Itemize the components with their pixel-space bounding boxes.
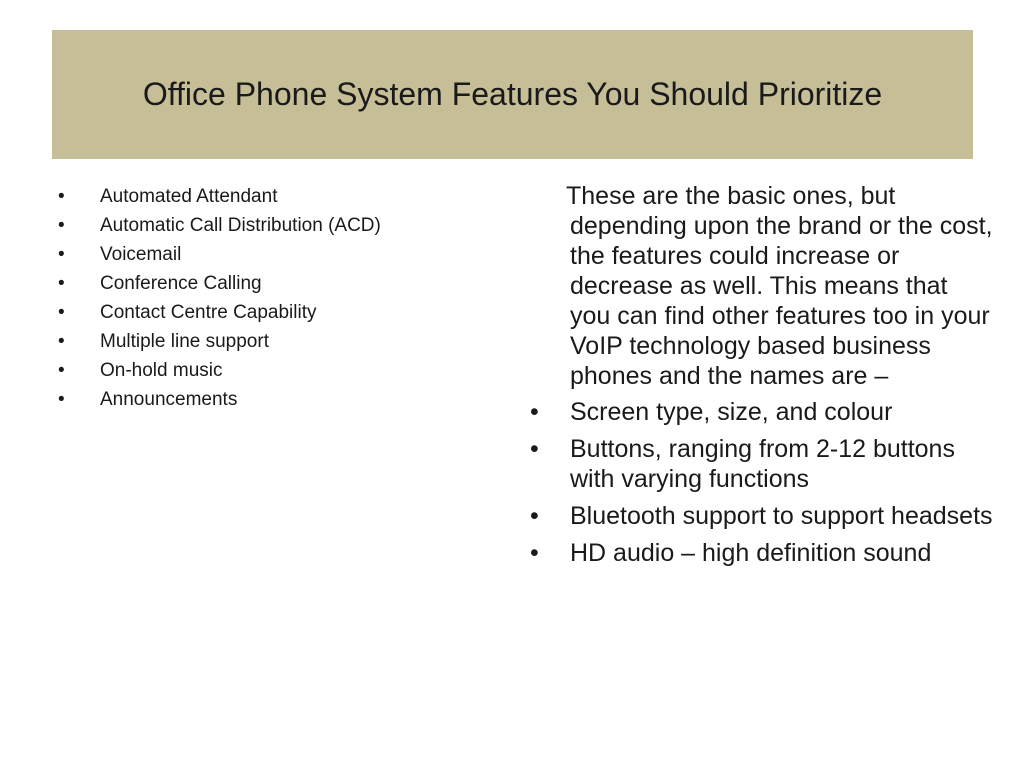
bullet-icon: • [58, 302, 65, 323]
right-feature-list [524, 397, 994, 568]
list-item [524, 538, 994, 568]
bullet-icon: • [530, 539, 539, 567]
list-item [58, 385, 498, 414]
bullet-icon: • [530, 435, 539, 463]
bullet-icon: • [58, 186, 65, 207]
list-item [58, 240, 498, 269]
list-item-text: Announcements [100, 389, 238, 410]
bullet-icon: • [58, 215, 65, 236]
list-item-text: Buttons, ranging from 2-12 buttons with varying functions [570, 435, 955, 493]
list-item [524, 397, 994, 427]
title-band [52, 30, 973, 159]
right-column [524, 181, 994, 575]
bullet-icon: • [530, 502, 539, 530]
list-item [58, 298, 498, 327]
list-item-text: Automated Attendant [100, 186, 278, 207]
bullet-icon: • [58, 331, 65, 352]
bullet-icon: • [58, 273, 65, 294]
slide-title: Office Phone System Features You Should Prioritize [142, 76, 883, 112]
list-item-text: Conference Calling [100, 273, 262, 294]
list-item-text: Bluetooth support to support headsets [570, 502, 993, 530]
left-feature-list [58, 182, 498, 414]
list-item-text: Contact Centre Capability [100, 302, 317, 323]
bullet-icon: • [530, 398, 539, 426]
list-item [58, 211, 498, 240]
intro-paragraph [524, 181, 994, 391]
list-item-text: Multiple line support [100, 331, 269, 352]
list-item-text: On-hold music [100, 360, 223, 381]
bullet-icon: • [58, 244, 65, 265]
left-column [58, 182, 498, 414]
list-item [524, 434, 994, 494]
list-item [58, 356, 498, 385]
list-item [58, 327, 498, 356]
list-item-text: HD audio – high definition sound [570, 539, 932, 567]
bullet-icon: • [58, 360, 65, 381]
list-item-text: Automatic Call Distribution (ACD) [100, 215, 381, 236]
list-item [58, 182, 498, 211]
bullet-icon: • [58, 389, 65, 410]
list-item [58, 269, 498, 298]
list-item [524, 501, 994, 531]
list-item-text: Screen type, size, and colour [570, 398, 893, 426]
list-item-text: Voicemail [100, 244, 182, 265]
intro-text: These are the basic ones, but depending upon the brand or the cost, the features could increase or decrease as well. This means that you can find other features too in your VoIP technology based business phones and the names are – [566, 182, 993, 390]
